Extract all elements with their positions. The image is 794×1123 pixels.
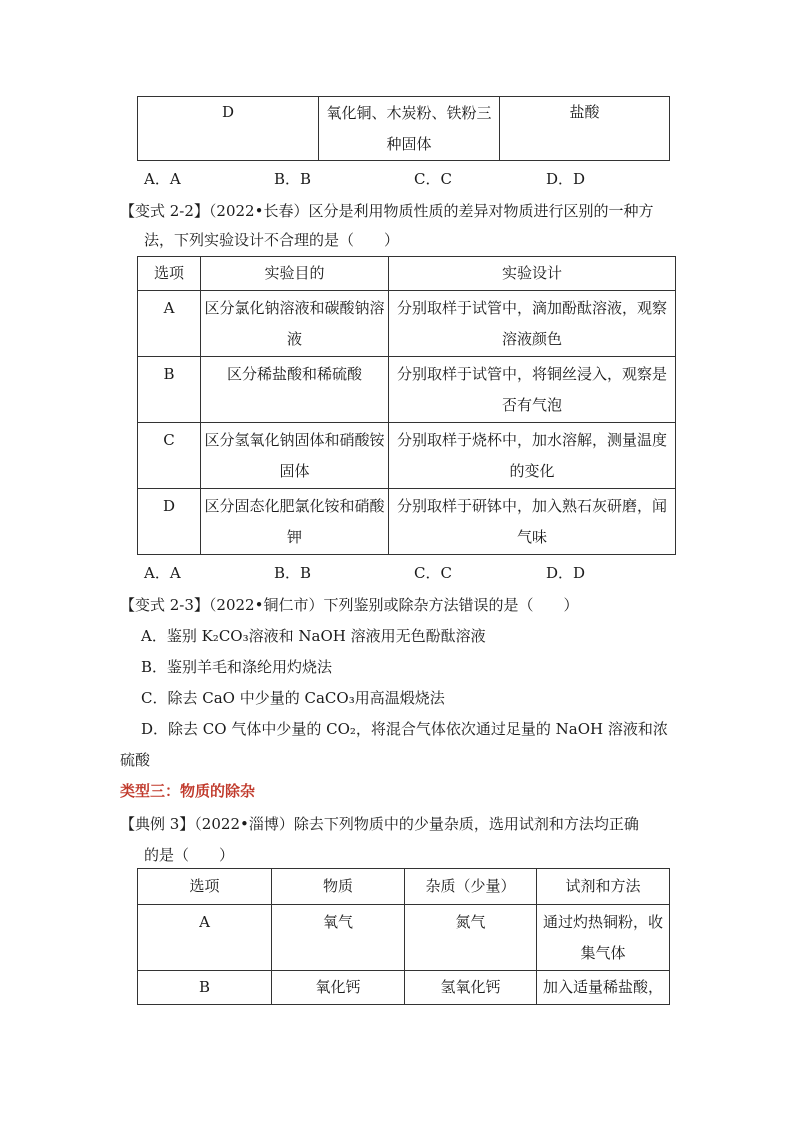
- question-stem-cont: 的是（ ）: [144, 846, 235, 864]
- header-method: 试剂和方法: [537, 869, 670, 905]
- answer-c: C．C: [414, 170, 452, 188]
- answer-a: A．A: [144, 564, 181, 582]
- row-option: B: [138, 971, 272, 1005]
- table-row: [138, 971, 670, 1005]
- answer-options: [144, 562, 624, 586]
- choice-c: C．除去 CaO 中少量的 CaCO₃用高温煅烧法: [141, 689, 445, 707]
- row-impurity: 氮气: [405, 905, 537, 971]
- question-stem: 【变式 2-3】（2022•铜仁市）下列鉴别或除杂方法错误的是（ ）: [120, 596, 579, 614]
- experiment-table: [137, 256, 676, 555]
- table-row: [138, 905, 670, 971]
- row-method: 加入适量稀盐酸，: [537, 971, 670, 1005]
- choice-d: D．除去 CO 气体中少量的 CO₂，将混合气体依次通过足量的 NaOH 溶液和浓: [141, 720, 668, 738]
- table-row: [138, 489, 676, 555]
- row-design: 分别取样于试管中，滴加酚酞溶液，观察溶液颜色: [389, 291, 676, 357]
- header-impurity: 杂质（少量）: [405, 869, 537, 905]
- table-row: [138, 423, 676, 489]
- answer-options: [144, 168, 624, 192]
- header-substance: 物质: [272, 869, 405, 905]
- header-design: 实验设计: [389, 257, 676, 291]
- row-goal: 区分固态化肥氯化铵和硝酸钾: [201, 489, 389, 555]
- impurity-table: [137, 868, 670, 1005]
- row-design: 分别取样于试管中，将铜丝浸入，观察是否有气泡: [389, 357, 676, 423]
- table-row: [138, 291, 676, 357]
- row-option: C: [138, 423, 201, 489]
- row-goal: 区分氯化钠溶液和碳酸钠溶液: [201, 291, 389, 357]
- answer-b: B．B: [274, 564, 312, 582]
- row-substance: 氧气: [272, 905, 405, 971]
- table-row: [138, 357, 676, 423]
- answer-d: D．D: [546, 564, 586, 582]
- row-goal: 区分稀盐酸和稀硫酸: [201, 357, 389, 423]
- row-option: B: [138, 357, 201, 423]
- header-option: 选项: [138, 257, 201, 291]
- answer-b: B．B: [274, 170, 312, 188]
- table-header-row: [138, 257, 676, 291]
- row-design: 分别取样于研钵中，加入熟石灰研磨，闻气味: [389, 489, 676, 555]
- question-stem-cont: 法，下列实验设计不合理的是（ ）: [144, 231, 400, 249]
- substance-cell: 氧化铜、木炭粉、铁粉三种固体: [319, 97, 500, 161]
- choice-a: A．鉴别 K₂CO₃溶液和 NaOH 溶液用无色酚酞溶液: [141, 627, 486, 645]
- answer-d: D．D: [546, 170, 586, 188]
- row-substance: 氧化钙: [272, 971, 405, 1005]
- table-row: [138, 97, 670, 161]
- row-option: D: [138, 489, 201, 555]
- choice-d-cont: 硫酸: [120, 751, 151, 769]
- option-cell: D: [138, 97, 319, 161]
- header-option: 选项: [138, 869, 272, 905]
- section-heading: 类型三：物质的除杂: [120, 782, 256, 800]
- choice-b: B．鉴别羊毛和涤纶用灼烧法: [141, 658, 333, 676]
- row-design: 分别取样于烧杯中，加水溶解，测量温度的变化: [389, 423, 676, 489]
- question-stem: 【变式 2-2】（2022•长春）区分是利用物质性质的差异对物质进行区别的一种方: [120, 202, 654, 220]
- row-goal: 区分氢氧化钠固体和硝酸铵固体: [201, 423, 389, 489]
- row-option: A: [138, 905, 272, 971]
- answer-a: A．A: [144, 170, 181, 188]
- reagent-cell: 盐酸: [500, 97, 670, 161]
- row-method: 通过灼热铜粉，收集气体: [537, 905, 670, 971]
- header-goal: 实验目的: [201, 257, 389, 291]
- table-header-row: [138, 869, 670, 905]
- row-impurity: 氢氧化钙: [405, 971, 537, 1005]
- answer-c: C．C: [414, 564, 452, 582]
- question-stem: 【典例 3】（2022•淄博）除去下列物质中的少量杂质，选用试剂和方法均正确: [120, 815, 639, 833]
- top-table: [137, 96, 670, 161]
- row-option: A: [138, 291, 201, 357]
